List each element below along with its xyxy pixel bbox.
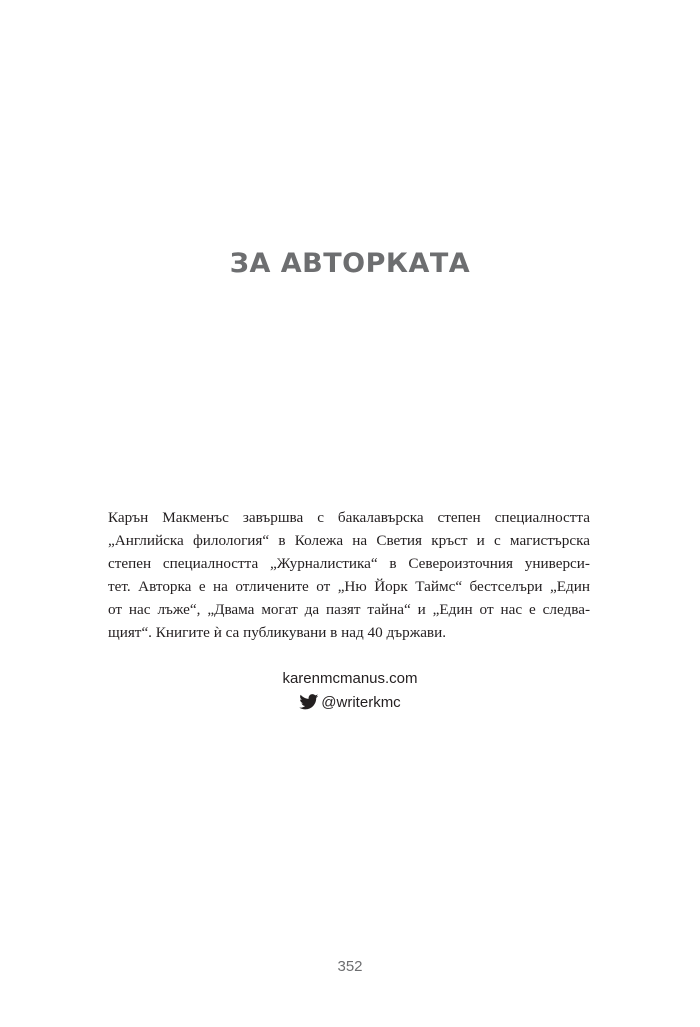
bio-line: от нас лъже“, „Двама могат да пазят тайна“ и „Един от нас е следва- — [108, 601, 590, 618]
twitter-handle: @writerkmc — [321, 694, 401, 711]
bio-line: степен специалността „Журналистика“ в Североизточния универси- — [108, 555, 590, 572]
bio-line: щият“. Книгите ѝ са публикувани в над 40 държави. — [108, 624, 447, 641]
author-website: karenmcmanus.com — [282, 670, 418, 687]
bio-line: Карън Макменъс завършва с бакалавърска степен специалността — [108, 509, 590, 526]
page-number: 352 — [337, 958, 363, 975]
bio-line: „Английска филология“ в Колежа на Светия кръст и с магистърска — [108, 532, 590, 549]
bio-line: тет. Авторка е на отличените от „Ню Йорк Таймс“ бестселъри „Един — [108, 578, 590, 595]
page-title: ЗА АВТОРКАТА — [229, 248, 471, 279]
author-bio — [108, 506, 590, 644]
twitter-bird-icon — [299, 694, 319, 710]
author-twitter — [0, 694, 700, 711]
